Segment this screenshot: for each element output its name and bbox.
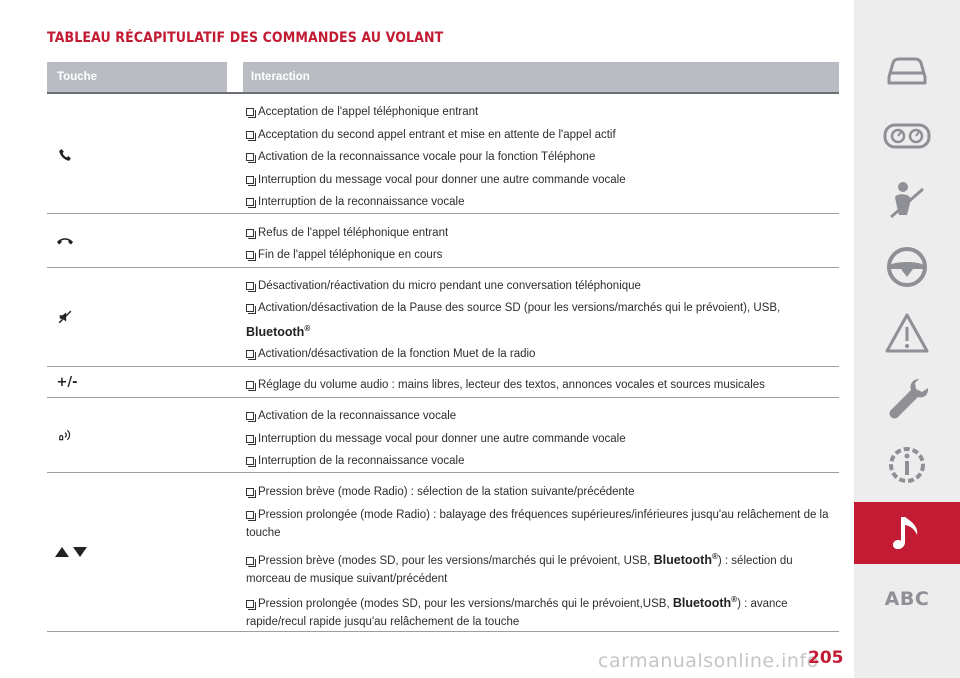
music-note-icon[interactable] xyxy=(854,502,960,564)
phone-answer-icon xyxy=(47,96,83,213)
list-item: Interruption de la reconnaissance vocale xyxy=(246,452,835,470)
info-gear-icon[interactable] xyxy=(854,434,960,496)
table-row xyxy=(47,268,839,367)
volume-key-label: +/- xyxy=(56,375,78,390)
steering-wheel-icon[interactable] xyxy=(854,236,960,298)
warning-triangle-icon[interactable] xyxy=(854,302,960,364)
list-item: Pression prolongée (modes SD, pour les versions/marchés qui le prévoient,USB, Bluetooth®) : avance rapide/recul rapide jusqu'au relâchement de la touche xyxy=(246,595,788,629)
list-item: Interruption de la reconnaissance vocale xyxy=(246,193,835,211)
list-item: Interruption du message vocal pour donner une autre commande vocale xyxy=(246,430,835,448)
table-row xyxy=(47,96,839,214)
wrench-icon[interactable] xyxy=(854,368,960,430)
table-row xyxy=(47,398,839,473)
list-item: Refus de l'appel téléphonique entrant xyxy=(246,224,835,242)
list-item: Pression prolongée (mode Radio) : balayage des fréquences supérieures/inférieures jusqu'au relâchement de la touche xyxy=(246,509,829,539)
list-item: Acceptation de l'appel téléphonique entrant xyxy=(246,103,835,121)
page-title: TABLEAU RÉCAPITULATIF DES COMMANDES AU VOLANT xyxy=(47,30,444,46)
list-item: Activation de la reconnaissance vocale pour la fonction Téléphone xyxy=(246,148,835,166)
list-item-continuation: Bluetooth® xyxy=(246,324,311,340)
chapter-sidebar xyxy=(854,0,960,678)
list-item: Réglage du volume audio : mains libres, lecteur des textos, annonces vocales et sources musicales xyxy=(246,376,835,394)
list-item: Fin de l'appel téléphonique en cours xyxy=(246,246,835,264)
table-header xyxy=(47,62,839,94)
page-number: 205 xyxy=(808,648,844,668)
table-row xyxy=(47,367,839,398)
list-item: Activation/désactivation de la fonction Muet de la radio xyxy=(246,345,835,363)
list-item: Désactivation/réactivation du micro pendant une conversation téléphonique xyxy=(246,277,835,295)
phone-hangup-icon xyxy=(47,214,83,267)
list-item: Interruption du message vocal pour donner une autre commande vocale xyxy=(246,171,835,189)
table-row xyxy=(47,473,839,632)
car-icon[interactable] xyxy=(854,40,960,102)
list-item: Pression brève (mode Radio) : sélection de la station suivante/précédente xyxy=(246,483,835,501)
list-item: Activation/désactivation de la Pause des source SD (pour les versions/marchés qui le prévoient), USB, xyxy=(246,299,835,317)
list-item: Acceptation du second appel entrant et mise en attente de l'appel actif xyxy=(246,126,835,144)
dashboard-gauges-icon[interactable] xyxy=(854,104,960,166)
voice-command-icon xyxy=(47,398,83,472)
seatbelt-passenger-icon[interactable] xyxy=(854,170,960,232)
table-row xyxy=(47,214,839,268)
watermark: carmanualsonline.info xyxy=(598,650,819,672)
column-header-interaction: Interaction xyxy=(251,71,310,83)
up-down-arrows-icon xyxy=(49,473,93,631)
mute-icon xyxy=(47,268,83,366)
list-item: Pression brève (modes SD, pour les versions/marchés qui le prévoient, USB, Bluetooth®) : sélection du morceau de musique suivant/précédent xyxy=(246,552,793,586)
list-item: Activation de la reconnaissance vocale xyxy=(246,407,835,425)
index-abc-link[interactable]: ABC xyxy=(884,588,930,610)
column-header-key: Touche xyxy=(57,71,98,83)
